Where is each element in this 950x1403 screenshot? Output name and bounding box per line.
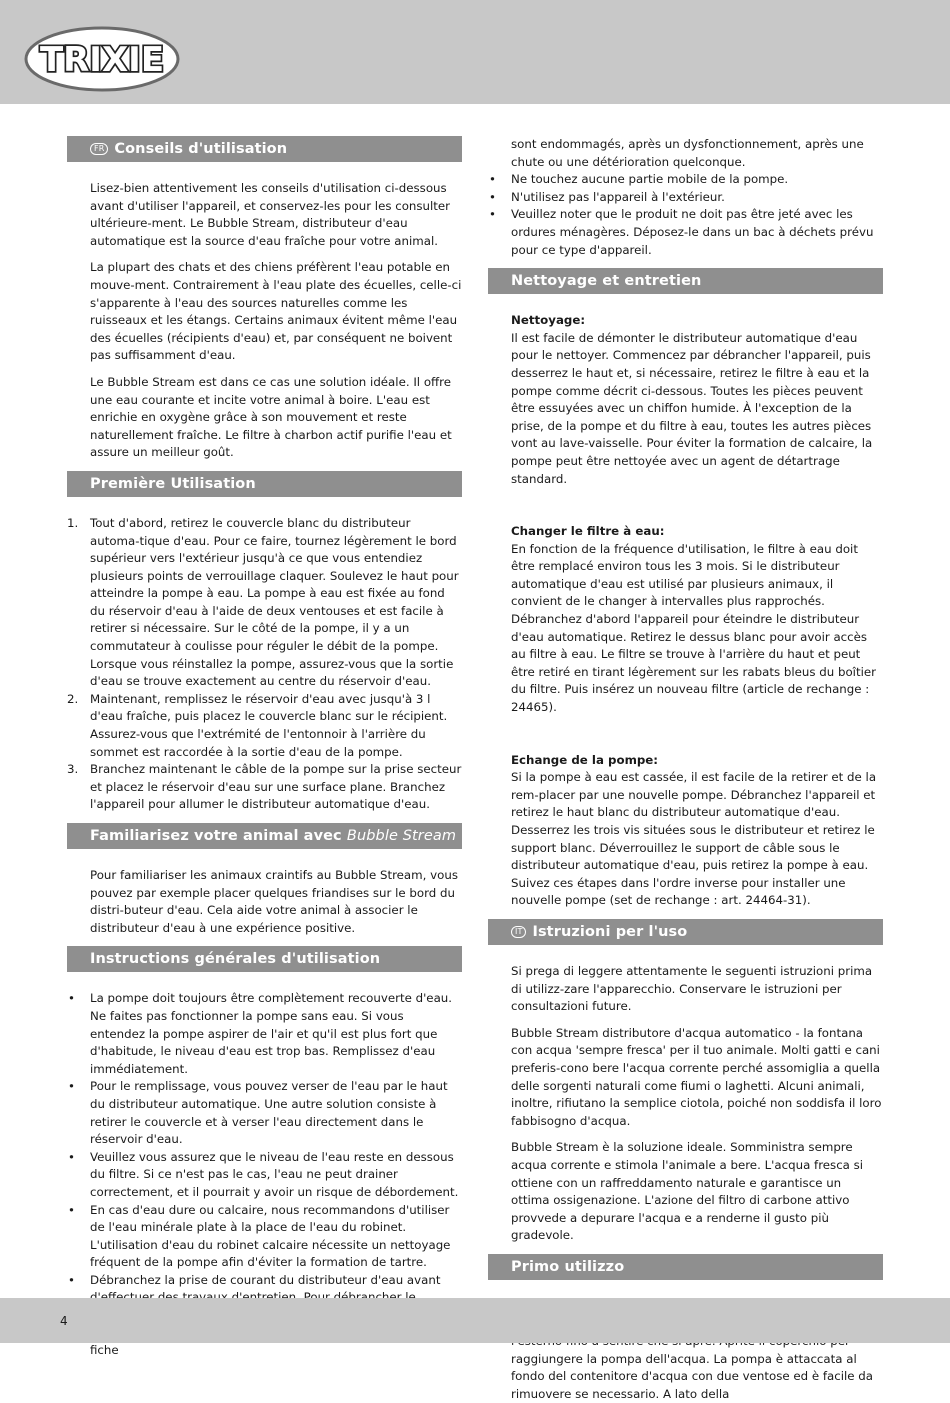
- paragraph: En fonction de la fréquence d'utilisation, le filtre à eau doit être remplacé environ tous les 3 mois. Si le distributeur automatique d'eau est utilisé par plusieurs animaux, il convient de le changer à intervalles plus rapprochés.: [511, 541, 858, 609]
- section-heading-instructions-generales: [67, 946, 462, 972]
- right-column: [488, 136, 883, 1403]
- section-title: Istruzioni per l'uso: [532, 923, 688, 940]
- subheading: Nettoyage:: [511, 313, 586, 328]
- trixie-logo: [24, 26, 180, 92]
- paragraph: Débranchez d'abord l'appareil pour éteindre le distributeur d'eau automatique. Retirez le dessus blanc pour avoir accès au filtre à eau. Le filtre se trouve à l'arrière du haut et peut être retiré en tirant légèrement sur les rabats bleus du boîtier du filtre. Puis insérez un nouveau filtre (article de rechange : 24465).: [511, 612, 876, 715]
- section-heading-familiarisez: [67, 823, 462, 849]
- list-item: • Veuillez noter que le produit ne doit pas être jeté avec les ordures ménagères. Déposez-le dans un bac à déchets prévu pour ce type d'appareil.: [489, 207, 874, 257]
- left-column: [67, 136, 462, 1360]
- section-title: Première Utilisation: [90, 475, 256, 492]
- list-item: • Veuillez vous assurez que le niveau de l'eau reste en dessous du filtre. Si ce n'est pas le cas, l'eau ne peut drainer correctement, et il pourrait y avoir un risque de débordement.: [68, 1149, 459, 1199]
- language-badge-it: IT: [511, 926, 526, 938]
- section-heading-premiere-utilisation: [67, 471, 462, 497]
- numbered-list: [67, 515, 462, 814]
- list-item: 2. Maintenant, remplissez le réservoir d'eau avec jusqu'à 3 l d'eau fraîche, puis placez le couvercle blanc sur le récipient. Assurez-vous que l'extrémité de l'entonnoir à l'arrière du sommet est raccordée à la sortie d'eau de la pompe.: [67, 691, 448, 759]
- paragraph: Pour familiariser les animaux craintifs au Bubble Stream, vous pouvez par exemple placer quelques friandises sur le bord du distri-buteur d'eau. Cela aide votre animal à associer le distributeur d'eau à une expérience positive.: [90, 868, 458, 935]
- paragraph: Bubble Stream distributore d'acqua automatico - la fontana con acqua 'sempre fresca' per il tuo animale. Molti gatti e cani preferis-cono bere l'acqua corrente perché assomiglia a quella delle sorgenti naturali come fiumi o laghetti. Alcuni animali, inoltre, rifiutano la semplice ciotola, poiché non soddisfa il loro fabbisogno d'acqua.: [511, 1025, 882, 1128]
- list-item: • Pour le remplissage, vous pouvez verser de l'eau par le haut du distributeur automatique. Une autre solution consiste à retirer le couvercle et à verser l'eau directement dans le réservoir d'eau.: [68, 1079, 448, 1147]
- paragraph: Si la pompe à eau est cassée, il est facile de la retirer et de la rem-placer par une nouvelle pompe. Débranchez l'appareil et retirez le haut blanc du distributeur automatique d'eau. Desserrez les trois vis situées sous le distributeur et retirez le support blanc. Déverrouillez le support de câble sous le distributeur automatique d'eau, puis retirez la pompe à eau. Suivez ces étapes dans l'ordre inverse pour installer une nouvelle pompe (set de rechange : art. 24464-31).: [511, 770, 877, 908]
- section-title: Nettoyage et entretien: [511, 273, 702, 290]
- section-title-product: Bubble Stream: [346, 828, 457, 844]
- page-number: 4: [60, 1314, 68, 1328]
- list-item: • N'utilisez pas l'appareil à l'extérieur.: [489, 189, 725, 204]
- footer-band: [0, 1298, 950, 1343]
- list-item: • Ne touchez aucune partie mobile de la pompe.: [489, 172, 789, 187]
- section-heading-nettoyage: [488, 268, 883, 294]
- section-title: Primo utilizzo: [511, 1258, 625, 1275]
- list-item: • En cas d'eau dure ou calcaire, nous recommandons d'utiliser de l'eau minérale plate à la place de l'eau du robinet. L'utilisation d'eau du robinet calcaire nécessite un nettoyage fréquent de la pompe afin d'éviter la formation de tartre.: [68, 1202, 451, 1270]
- section-heading-primo-utilizzo: [488, 1254, 883, 1280]
- paragraph: La plupart des chats et des chiens préfèrent l'eau potable en mouve-ment. Contrairement à l'eau plate des écuelles, celle-ci s'apparente à l'eau des sources naturelles comme les ruisseaux et les étangs. Certains animaux évitent même l'eau des écuelles (récipients d'eau) et, par conséquent ne boivent pas suffisamment d'eau.: [90, 260, 462, 363]
- language-badge-fr: FR: [90, 143, 108, 155]
- subheading: Echange de la pompe:: [511, 752, 659, 767]
- paragraph: Si prega di leggere attentamente le seguenti istruzioni prima di utilizz-zare l'apparecchio. Conservare le istruzioni per consultazioni future.: [511, 963, 873, 1014]
- list-item: 3. Branchez maintenant le câble de la pompe sur la prise secteur et placez le réservoir d'eau sur une surface plane. Branchez l'appareil pour allumer le distributeur automatique d'eau.: [67, 762, 462, 812]
- list-item: fiche: [90, 1343, 119, 1358]
- section-heading-istruzioni: [488, 919, 883, 945]
- subheading: Changer le filtre à eau:: [511, 524, 665, 539]
- section-heading-conseils: [67, 136, 462, 162]
- section-title: Conseils d'utilisation: [114, 141, 288, 157]
- paragraph: Lisez-bien attentivement les conseils d'utilisation ci-dessous avant d'utiliser l'appareil, et conservez-les pour les consulter ultérieure-ment. Le Bubble Stream, distributeur d'eau automatique est la source d'eau fraîche pour votre animal.: [90, 181, 451, 248]
- list-item: raggiungere la pompa dell'acqua. La pompa è attaccata al fondo del contenitore d'acqua con due ventose ed è facile da rimuovere se necessario. A lato della: [511, 1351, 873, 1401]
- paragraph: sont endommagés, après un dysfonctionnement, après une chute ou une détérioration quelconque.: [511, 137, 864, 169]
- bullet-list: [488, 171, 883, 259]
- list-item: 1. Tout d'abord, retirez le couvercle blanc du distributeur automa-tique d'eau. Pour ce faire, tournez légèrement le bord supérieur vers l'extérieur jusqu'à ce que vous entendiez plusieurs points de verrouillage claquer. Soulevez le haut pour atteindre la pompe à eau. La pompe à eau est fixée au fond du réservoir d'eau à l'aide de deux ventouses et est facile à retirer si nécessaire. Sur le côté de la pompe, il y a un commutateur à coulisse pour réguler le débit de la pompe. Lorsque vous réinstallez la pompe, assurez-vous que la sortie d'eau se trouve exactement au centre du réservoir d'eau.: [67, 515, 459, 689]
- paragraph: Bubble Stream è la soluzione ideale. Somministra sempre acqua corrente e stimola l'animale a bere. L'acqua fresca si ottiene con un raffreddamento naturale e garantisce un ottima ossigenazione. L'azione del filtro di carbone attivo provvede a depurare l'acqua e a renderne il gusto più gradevole.: [511, 1140, 864, 1243]
- section-title: Instructions générales d'utilisation: [90, 951, 381, 968]
- svg-text:TRIXIE: TRIXIE: [39, 40, 165, 80]
- list-item: • La pompe doit toujours être complètement recouverte d'eau. Ne faites pas fonctionner la pompe sans eau. Si vous entendez la pompe aspirer de l'air et qu'il est plus fort que d'habitude, le niveau d'eau est trop bas. Remplissez d'eau immédiatement.: [68, 991, 453, 1076]
- list-item: • Débranchez la prise de courant du distributeur d'eau avant: [68, 1272, 441, 1287]
- paragraph: Il est facile de démonter le distributeur automatique d'eau pour le nettoyer. Commencez par débrancher l'appareil, puis desserrez le haut et, si nécessaire, retirez le filtre à eau et la pompe comme décrit ci-dessous. Toutes les pièces peuvent être essuyées avec un chiffon humide. À l'exception de la prise, de la pompe et du filtre à eau, toutes les autres pièces vont au lave-vaisselle. Pour éviter la formation de calcaire, la pompe peut être nettoyée avec un agent de détartrage standard.: [511, 330, 873, 486]
- paragraph: Le Bubble Stream est dans ce cas une solution idéale. Il offre une eau courante et incite votre animal à boire. L'eau est enrichie en oxygène grâce à son mouvement et reste naturellement fraîche. Le filtre à charbon actif purifie l'eau et assure un meilleur goût.: [90, 374, 452, 460]
- section-title: Familiarisez votre animal avec: [90, 828, 347, 844]
